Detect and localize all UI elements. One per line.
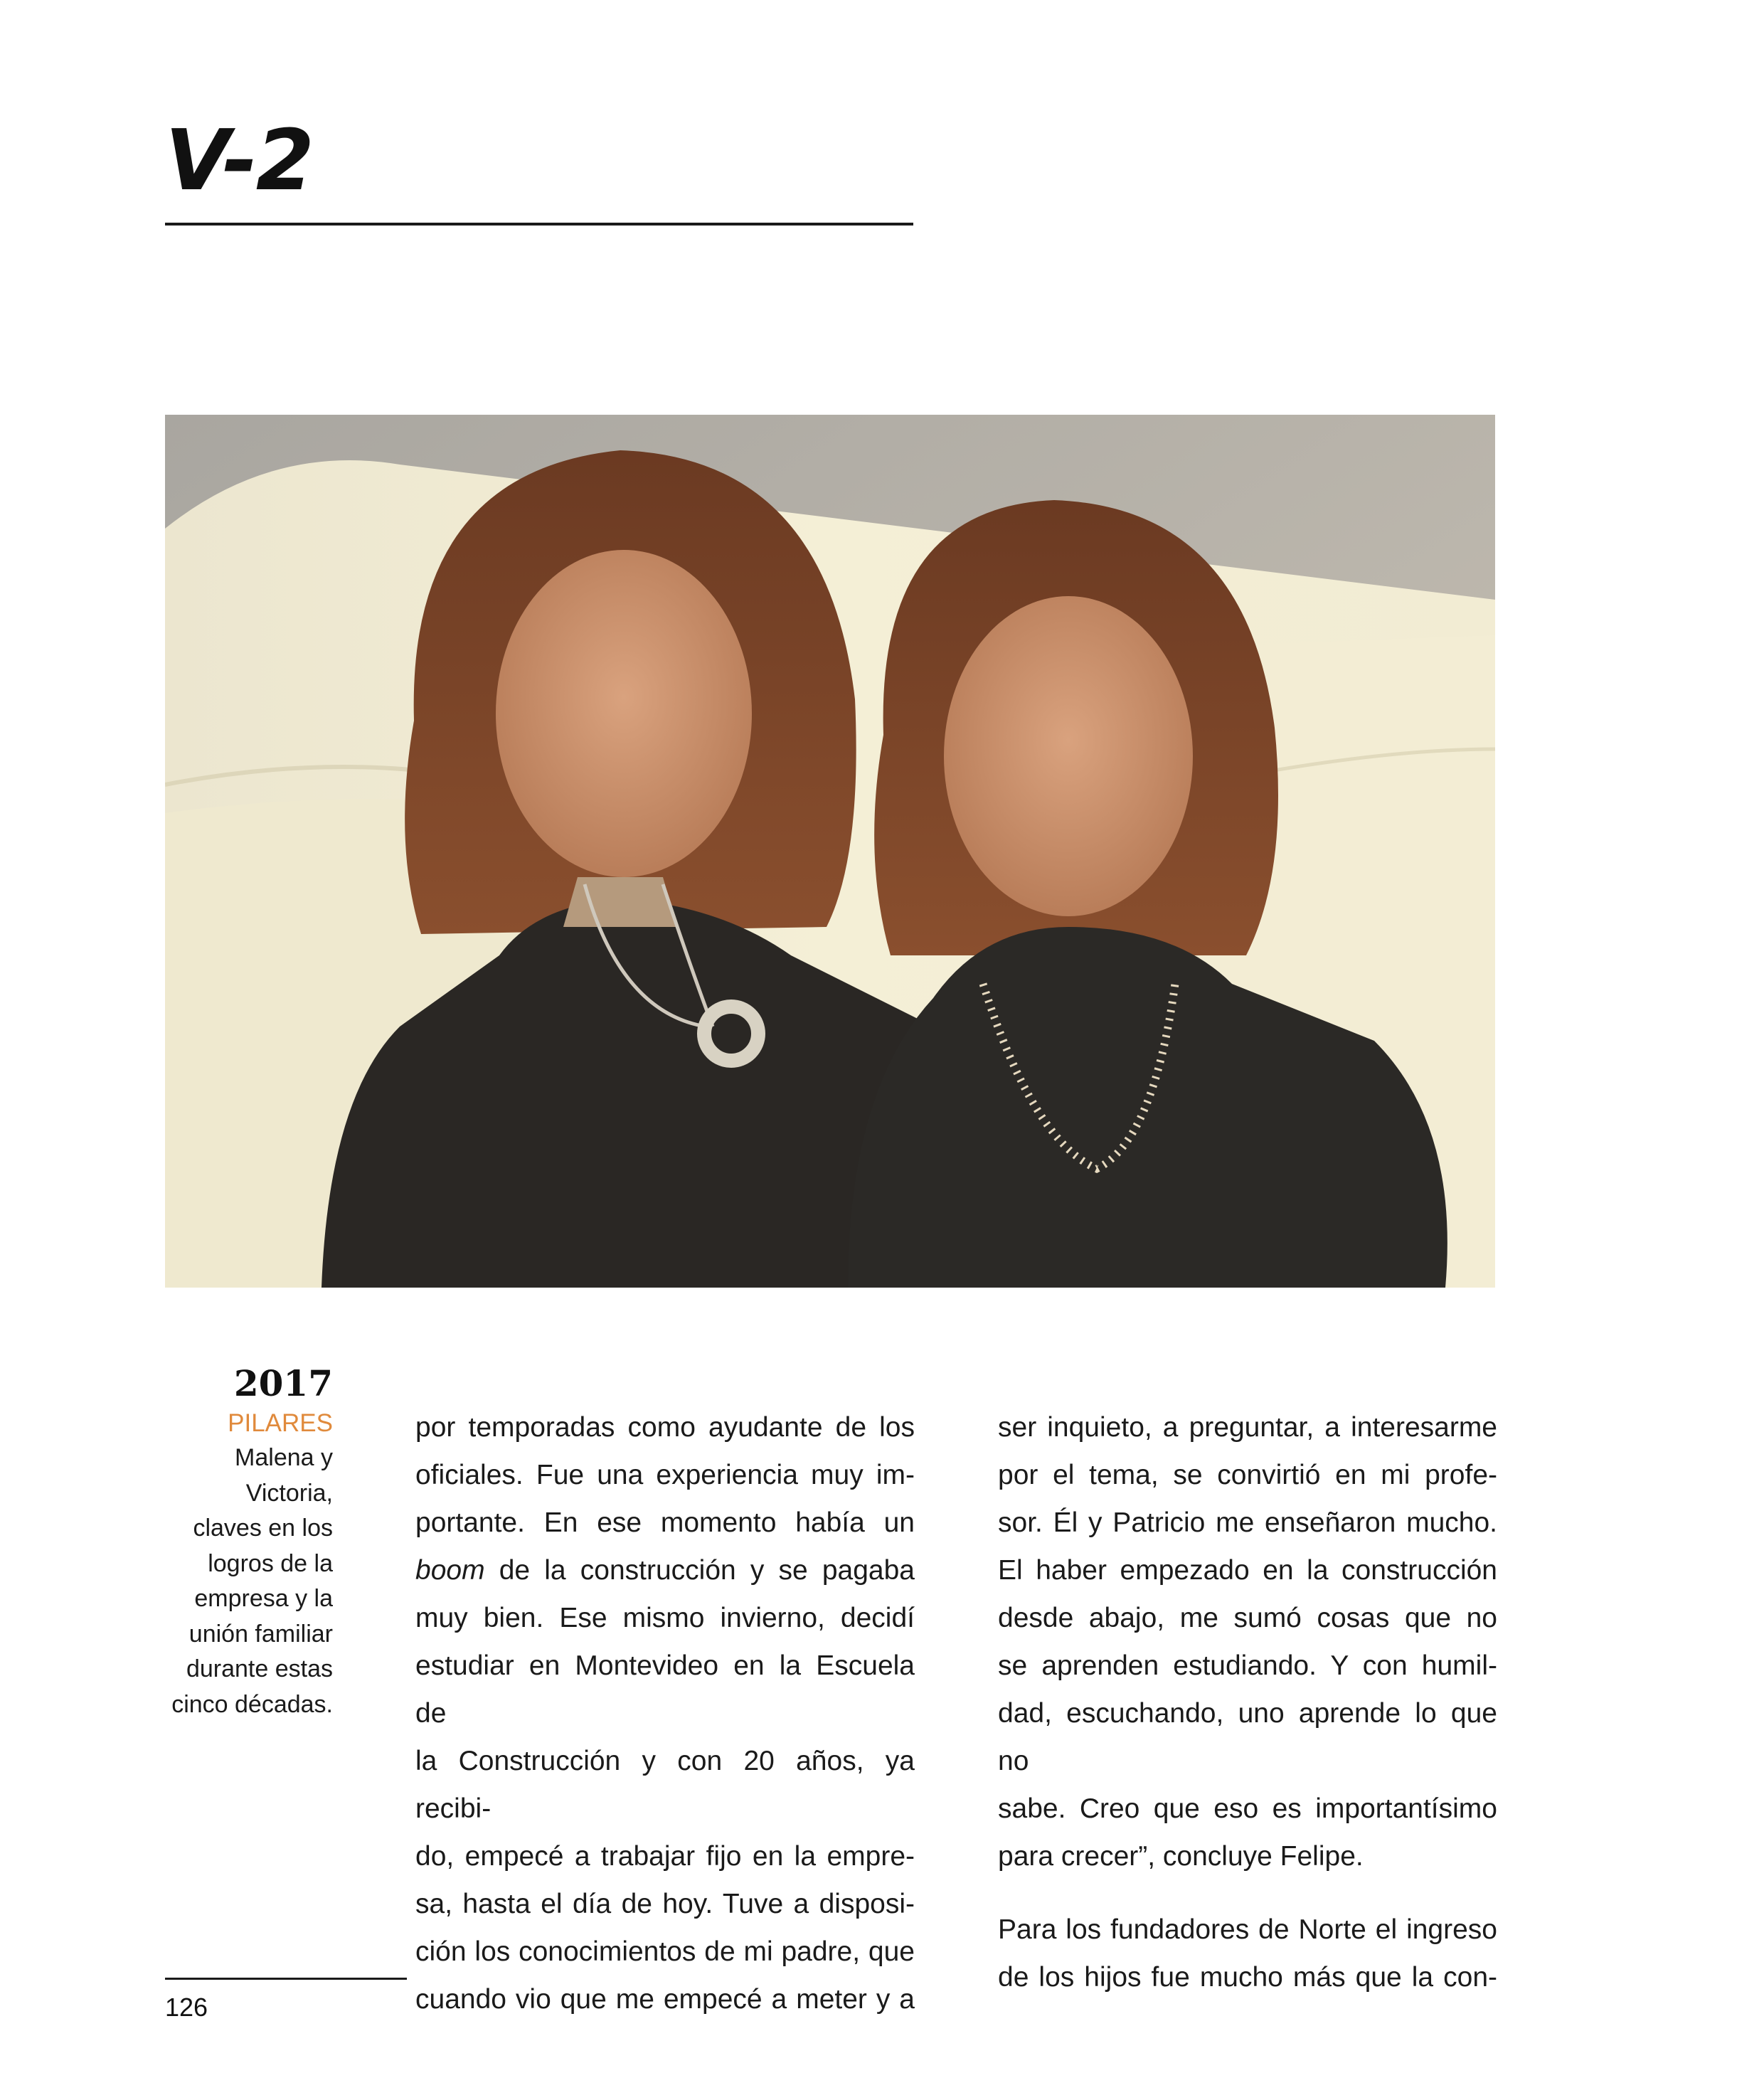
body-line: do, empecé a trabajar fijo en la empre- [415,1841,915,1872]
body-line: oficiales. Fue una experiencia muy im- [415,1460,915,1490]
body-line [415,1547,915,1594]
footer-rule [165,1978,407,1980]
title-underline [165,223,913,226]
body-line: ción los conocimientos de mi padre, que [415,1936,915,1967]
body-line: para crecer”, concluye Felipe. [998,1841,1364,1872]
body-line: ser inquieto, a preguntar, a interesarme [998,1412,1497,1443]
body-line: sabe. Creo que eso es importantísimo [998,1793,1497,1824]
caption-line: empresa y la [194,1585,333,1612]
page-title: V-2 [165,111,313,209]
body-line-rest: de la construcción y se pagaba [484,1555,915,1586]
body-line: por temporadas como ayudante de los [415,1412,915,1443]
body-line: desde abajo, me sumó cosas que no [998,1603,1497,1633]
body-line: se aprenden estudiando. Y con humil- [998,1650,1497,1681]
body-line: estudiar en Montevideo en la Escuela de [415,1650,915,1729]
caption-line: durante estas [186,1655,333,1682]
body-line: sa, hasta el día de hoy. Tuve a disposi- [415,1889,915,1919]
body-line: cuando vio que me empecé a meter y a [415,1984,915,2015]
emphasis-word: boom [415,1555,485,1586]
caption-line: cinco décadas. [171,1690,333,1718]
caption-line: logros de la [208,1549,333,1577]
paragraph [998,1906,1497,2001]
caption-label: PILARES [228,1409,333,1437]
body-line: sor. Él y Patricio me enseñaron mucho. [998,1507,1497,1538]
body-line: muy bien. Ese mismo invierno, decidí [415,1603,915,1633]
caption-line: Malena y [235,1444,333,1471]
body-line: portante. En ese momento había un [415,1507,915,1538]
body-line: El haber empezado en la construcción [998,1555,1497,1586]
body-column-1 [415,1404,915,2023]
caption-text [142,1441,333,1722]
body-line: dad, escuchando, uno aprende lo que no [998,1698,1497,1776]
caption-line: claves en los [193,1515,333,1542]
caption-line: Victoria, [245,1479,333,1507]
caption-line: unión familiar [188,1620,333,1648]
body-line: Para los fundadores de Norte el ingreso [998,1914,1497,1945]
paragraph [998,1404,1497,1880]
page-number: 126 [165,1993,208,2022]
photo-caption [142,1362,333,1722]
portrait-photo [165,415,1495,1288]
body-line: de los hijos fue mucho más que la con- [998,1962,1497,1993]
body-line: la Construcción y con 20 años, ya recibi- [415,1746,915,1824]
caption-year: 2017 [233,1362,333,1404]
body-column-2 [998,1404,1497,2001]
body-line: por el tema, se convirtió en mi profe- [998,1460,1497,1490]
